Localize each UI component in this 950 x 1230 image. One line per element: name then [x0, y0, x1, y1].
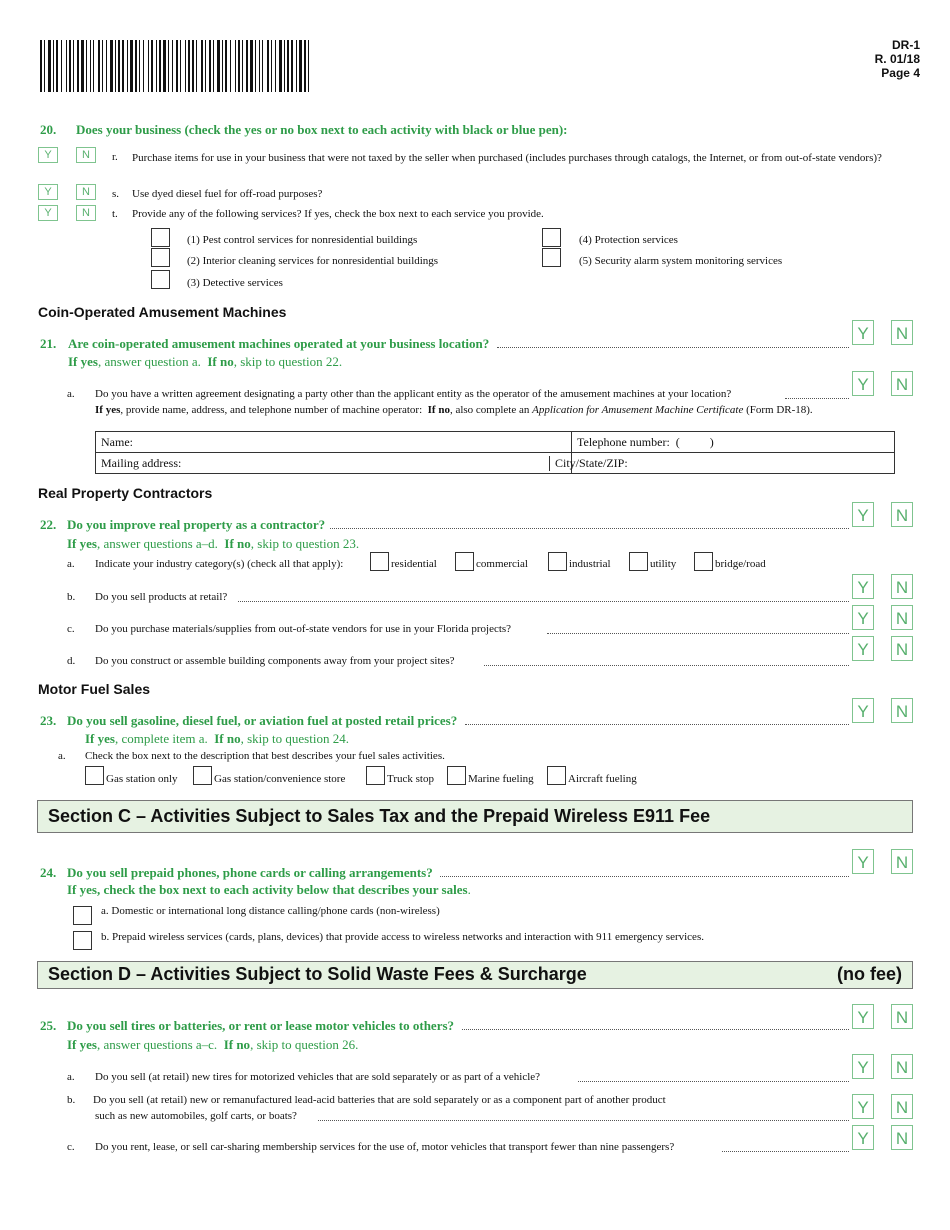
q20s-label: s.: [112, 188, 120, 200]
q23-if-yes: If yes: [85, 731, 115, 746]
fuel-convenience-checkbox[interactable]: [193, 766, 212, 785]
q25a-no-box[interactable]: N: [891, 1054, 913, 1079]
q21-number: 21.: [40, 336, 57, 351]
q22-instructions: [67, 536, 359, 552]
operator-mailing-field[interactable]: [96, 453, 572, 474]
city-label: City/State/ZIP:: [549, 456, 628, 471]
q22-if-yes: If yes: [67, 536, 97, 551]
q21-if-no-rest: , skip to question 22.: [233, 354, 343, 369]
q20t-label: t.: [112, 208, 118, 220]
page-number: Page 4: [881, 66, 920, 80]
category-commercial-label: commercial: [476, 558, 528, 570]
coin-heading: Coin-Operated Amusement Machines: [38, 304, 287, 320]
q25c-yes-box[interactable]: Y: [852, 1125, 874, 1150]
q25-instructions: [67, 1037, 358, 1053]
q21a-note-form: Application for Amusement Machine Certificate: [532, 404, 744, 416]
q25-leader: [462, 1029, 849, 1030]
q21-text: Are coin-operated amusement machines operated at your business location?: [68, 336, 490, 351]
q21-if-yes: If yes: [68, 354, 98, 369]
q20s-no-box[interactable]: N: [76, 184, 96, 200]
category-industrial-checkbox[interactable]: [548, 552, 567, 571]
q22-if-no-rest: , skip to question 23.: [250, 536, 360, 551]
q25b-text-2: such as new automobiles, golf carts, or boats?: [95, 1110, 297, 1122]
category-utility-label: utility: [650, 558, 677, 570]
q25a-leader: [578, 1081, 849, 1082]
category-bridge-road-label: bridge/road: [715, 558, 766, 570]
q24-no-box[interactable]: N: [891, 849, 913, 874]
q22d-yes-box[interactable]: Y: [852, 636, 874, 661]
q24-yes-box[interactable]: Y: [852, 849, 874, 874]
q23a-text: Check the box next to the description that best describes your fuel sales activities.: [85, 750, 445, 762]
operator-phone-field[interactable]: [572, 432, 895, 453]
service-4-label: (4) Protection services: [579, 234, 678, 246]
q25a-yes-box[interactable]: Y: [852, 1054, 874, 1079]
section-c-title: Section C – Activities Subject to Sales Tax and the Prepaid Wireless E911 Fee: [48, 806, 711, 826]
q21a-leader: [785, 398, 849, 399]
q23-if-yes-rest: , complete item a.: [114, 731, 208, 746]
form-revision: R. 01/18: [874, 52, 920, 66]
q21a-yes-box[interactable]: Y: [852, 371, 874, 396]
operator-table: [95, 431, 895, 474]
q25a-label: a.: [67, 1071, 75, 1083]
q23-yes-box[interactable]: Y: [852, 698, 874, 723]
q25-yes-box[interactable]: Y: [852, 1004, 874, 1029]
q22b-leader: [238, 601, 849, 602]
q22-if-yes-rest: , answer questions a–d.: [96, 536, 218, 551]
category-utility-checkbox[interactable]: [629, 552, 648, 571]
q24a-checkbox[interactable]: [73, 906, 92, 925]
fuel-marine-label: Marine fueling: [468, 773, 534, 785]
category-commercial-checkbox[interactable]: [455, 552, 474, 571]
q25b-yes-box[interactable]: Y: [852, 1094, 874, 1119]
category-residential-checkbox[interactable]: [370, 552, 389, 571]
q20-number: 20.: [40, 122, 57, 137]
q22a-label: a.: [67, 558, 75, 570]
q22-leader: [330, 528, 849, 529]
service-2-checkbox[interactable]: [151, 248, 170, 267]
q21-yes-box[interactable]: Y: [852, 320, 874, 345]
q21-if-yes-rest: , answer question a.: [97, 354, 201, 369]
q25a-text: Do you sell (at retail) new tires for motorized vehicles that are sold separately or as part of a vehicle?: [95, 1071, 541, 1083]
q23-if-no: If no: [214, 731, 241, 746]
phone-label: Telephone number: ( ): [577, 434, 714, 449]
q25-text: Do you sell tires or batteries, or rent or lease motor vehicles to others?: [67, 1018, 455, 1033]
q25c-label: c.: [67, 1141, 75, 1153]
operator-name-field[interactable]: [96, 432, 572, 453]
motorfuel-heading: Motor Fuel Sales: [38, 681, 151, 697]
operator-city-field[interactable]: [555, 453, 895, 474]
q20r-no-box[interactable]: N: [76, 147, 96, 163]
q21-leader: [497, 347, 849, 348]
q20r-text: Purchase items for use in your business that were not taxed by the seller when purchased (includes purchases through catalogs, the Internet, or from out-of-state vendors)?: [132, 152, 882, 164]
service-5-checkbox[interactable]: [542, 248, 561, 267]
q21-if-no: If no: [207, 354, 234, 369]
q21a-note-3: (Form DR-18).: [746, 404, 813, 416]
fuel-truck-stop-label: Truck stop: [387, 773, 434, 785]
q23-no-box[interactable]: N: [891, 698, 913, 723]
q24b-text: b. Prepaid wireless services (cards, plans, devices) that provide access to wireless networks and interaction with 911 emergency services.: [101, 931, 704, 943]
q25-if-yes: If yes: [67, 1037, 97, 1052]
q24-text: Do you sell prepaid phones, phone cards or calling arrangements?: [67, 865, 433, 880]
q21a-label: a.: [67, 388, 75, 400]
q22-text: Do you improve real property as a contractor?: [67, 517, 326, 532]
form-header: [875, 38, 920, 80]
form-id: DR-1: [891, 38, 920, 52]
fuel-aircraft-label: Aircraft fueling: [568, 773, 637, 785]
q25b-leader: [318, 1120, 849, 1121]
q23-instructions: [85, 731, 349, 747]
q24-note-text: If yes, check the box next to each activity below that describes your sales: [67, 882, 468, 897]
service-1-checkbox[interactable]: [151, 228, 170, 247]
q25b-text-1: Do you sell (at retail) new or remanufactured lead-acid batteries that are sold separately or as a component part of another product: [93, 1094, 666, 1106]
q25b-label: b.: [67, 1094, 76, 1106]
q23a-label: a.: [58, 750, 66, 762]
q24a-text: a. Domestic or international long distance calling/phone cards (non-wireless): [101, 905, 440, 917]
service-4-checkbox[interactable]: [542, 228, 561, 247]
q21a-note-1: , provide name, address, and telephone number of machine operator:: [120, 404, 423, 416]
service-1-label: (1) Pest control services for nonresidential buildings: [187, 234, 418, 246]
q25-number: 25.: [40, 1018, 57, 1033]
q22b-yes-box[interactable]: Y: [852, 574, 874, 599]
q20r-label: r.: [112, 151, 118, 163]
q24-number: 24.: [40, 865, 57, 880]
q20s-yes-box[interactable]: Y: [38, 184, 58, 200]
q25-no-box[interactable]: N: [891, 1004, 913, 1029]
q25c-no-box[interactable]: N: [891, 1125, 913, 1150]
q23-if-no-rest: , skip to question 24.: [240, 731, 349, 746]
q22d-label: d.: [67, 655, 76, 667]
q22-if-no: If no: [224, 536, 251, 551]
service-5-label: (5) Security alarm system monitoring services: [579, 255, 783, 267]
section-d-fee: (no fee): [837, 964, 902, 984]
q22c-no-box[interactable]: N: [891, 605, 913, 630]
q25c-text: Do you rent, lease, or sell car-sharing membership services for the use of, motor vehicles that transport fewer than nine passengers?: [95, 1141, 675, 1153]
q24-note: If yes, check the box next to each activity below that describes your sales.: [67, 882, 471, 897]
q22a-text: Indicate your industry category(s) (check all that apply):: [95, 558, 344, 570]
fuel-gas-station-label: Gas station only: [106, 773, 178, 785]
q20t-yes-box[interactable]: Y: [38, 205, 58, 221]
fuel-aircraft-checkbox[interactable]: [547, 766, 566, 785]
q21a-no-box[interactable]: N: [891, 371, 913, 396]
fuel-gas-station-checkbox[interactable]: [85, 766, 104, 785]
name-label: Name:: [101, 434, 133, 449]
q21-instructions: [68, 354, 342, 370]
q22b-label: b.: [67, 591, 76, 603]
q21a-note-no: If no: [427, 404, 450, 416]
section-d-title: Section D – Activities Subject to Solid Waste Fees & Surcharge: [48, 964, 587, 984]
q22-yes-box[interactable]: Y: [852, 502, 874, 527]
service-2-label: (2) Interior cleaning services for nonresidential buildings: [187, 255, 439, 267]
q24-leader: [440, 876, 849, 877]
q21a-note: [95, 404, 813, 416]
q25c-leader: [722, 1151, 849, 1152]
q22b-text: Do you sell products at retail?: [95, 591, 228, 603]
q22c-leader: [547, 633, 849, 634]
fuel-convenience-label: Gas station/convenience store: [214, 773, 346, 785]
q25b-no-box[interactable]: N: [891, 1094, 913, 1119]
barcode: [40, 40, 312, 92]
q23-leader: [465, 724, 849, 725]
q20t-text: Provide any of the following services? If yes, check the box next to each service you provide.: [132, 208, 544, 220]
q22d-leader: [484, 665, 849, 666]
category-industrial-label: industrial: [569, 558, 611, 570]
service-3-checkbox[interactable]: [151, 270, 170, 289]
realprop-heading: Real Property Contractors: [38, 485, 213, 501]
q24b-checkbox[interactable]: [73, 931, 92, 950]
q22d-no-box[interactable]: N: [891, 636, 913, 661]
q22c-text: Do you purchase materials/supplies from out-of-state vendors for use in your Florida projects?: [95, 623, 512, 635]
q20r-yes-box[interactable]: Y: [38, 147, 58, 163]
section-c-header: [37, 800, 913, 833]
q20t-no-box[interactable]: N: [76, 205, 96, 221]
category-bridge-road-checkbox[interactable]: [694, 552, 713, 571]
section-d-header: [37, 961, 913, 989]
service-3-label: (3) Detective services: [187, 277, 283, 289]
q23-number: 23.: [40, 713, 57, 728]
q25-if-yes-rest: , answer questions a–c.: [96, 1037, 218, 1052]
fuel-marine-checkbox[interactable]: [447, 766, 466, 785]
q21-no-box[interactable]: N: [891, 320, 913, 345]
q22-no-box[interactable]: N: [891, 502, 913, 527]
fuel-truck-stop-checkbox[interactable]: [366, 766, 385, 785]
q22-number: 22.: [40, 517, 57, 532]
q22d-text: Do you construct or assemble building components away from your project sites?: [95, 655, 455, 667]
q25-if-no-rest: , skip to question 26.: [250, 1037, 359, 1052]
q23-text: Do you sell gasoline, diesel fuel, or aviation fuel at posted retail prices?: [67, 713, 458, 728]
category-residential-label: residential: [391, 558, 437, 570]
q20-text: Does your business (check the yes or no box next to each activity with black or blue pen):: [76, 122, 568, 137]
q22c-yes-box[interactable]: Y: [852, 605, 874, 630]
q20s-text: Use dyed diesel fuel for off-road purposes?: [132, 188, 323, 200]
q22c-label: c.: [67, 623, 75, 635]
q21a-note-yes: If yes: [95, 404, 121, 416]
q21a-text: Do you have a written agreement designating a party other than the applicant entity as the operator of the amusement machines at your location?: [95, 388, 732, 400]
mailing-label: Mailing address:: [101, 455, 182, 470]
q22b-no-box[interactable]: N: [891, 574, 913, 599]
q21a-note-2: , also complete an: [449, 404, 530, 416]
q25-if-no: If no: [223, 1037, 251, 1052]
